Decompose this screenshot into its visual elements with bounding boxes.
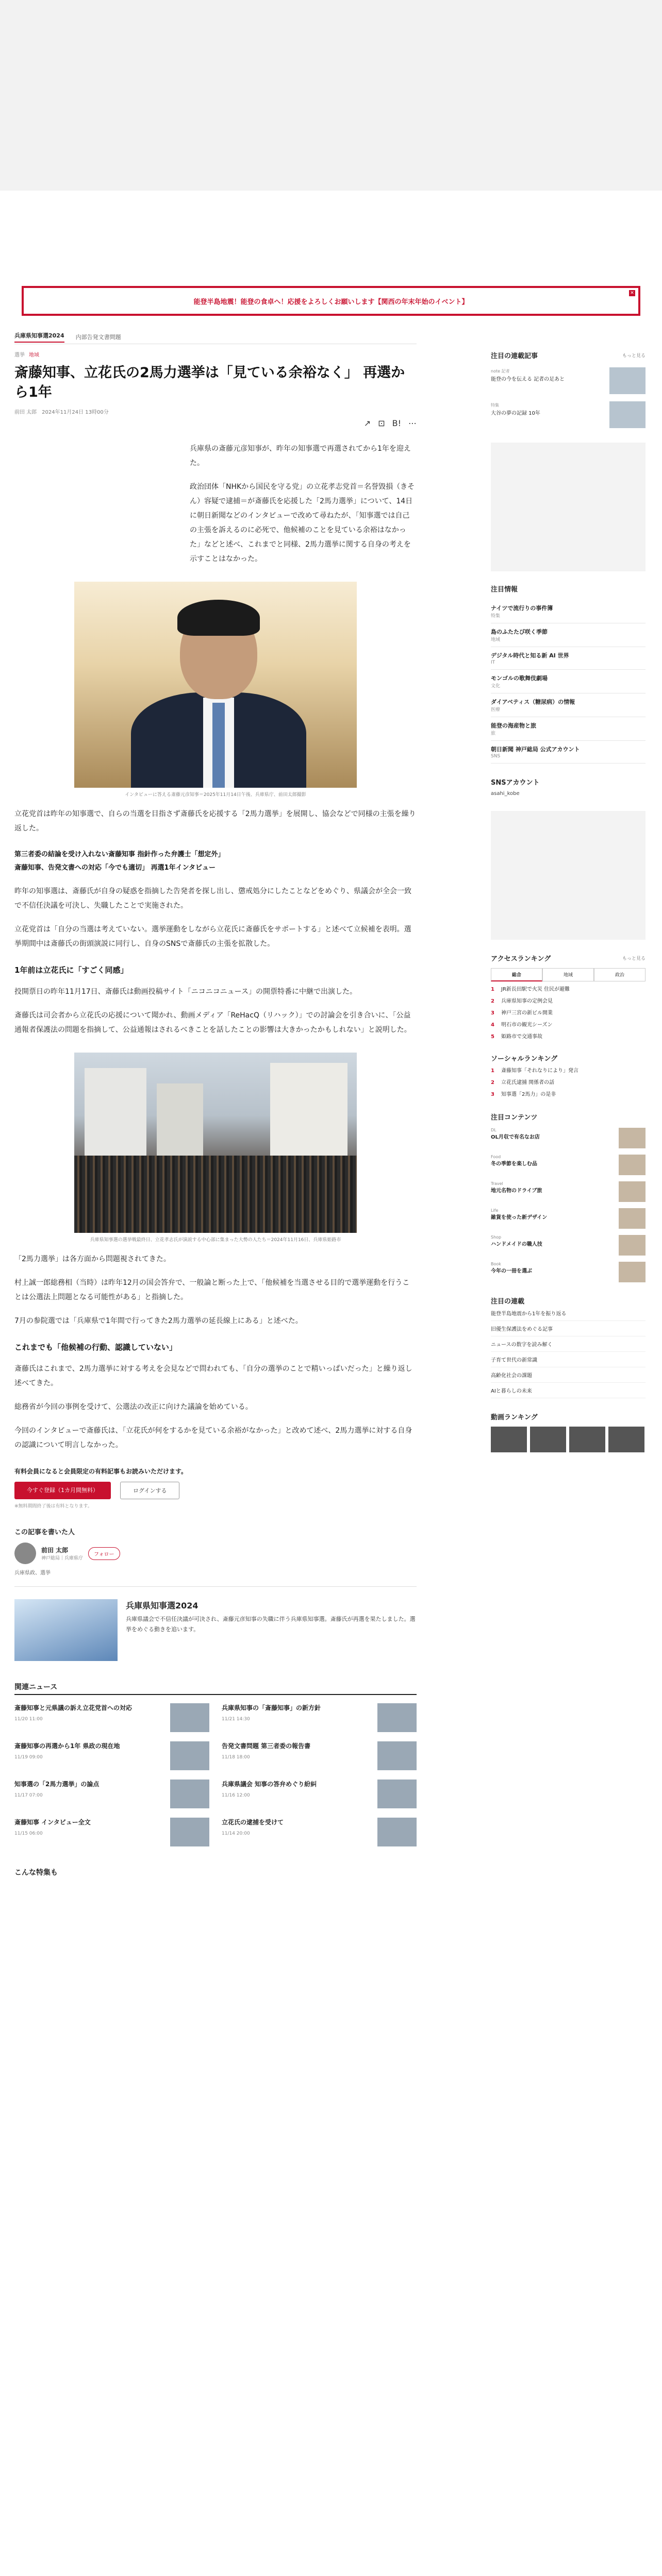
divider [14,1586,417,1587]
content-title: 冬の季節を楽しむ品 [491,1161,537,1167]
list-item[interactable] [491,600,646,623]
article-title: 斎藤知事、立花氏の2馬力選挙は「見ている余裕なく」 再選から1年 [14,365,405,400]
rank-title: 立花氏逮捕 関係者の話 [501,1080,555,1086]
crumb-2[interactable]: 地域 [29,352,39,358]
item-thumb [609,367,646,394]
paragraph: 今回のインタビューで斎藤氏は、「立花氏が何をするかを見ている余裕がなかった」と改めて述べ、2馬力選挙に対する自身の認識について明言しなかった。 [14,1427,412,1449]
video-thumb[interactable] [530,1427,566,1452]
related-date: 11/20 11:00 [14,1717,43,1722]
content-label: Shop [491,1235,502,1240]
related-title: 斎藤知事 インタビュー全文 [14,1819,91,1826]
related-title: 兵庫県知事の「斎藤知事」の新方針 [222,1704,321,1711]
content-item[interactable] [491,1181,646,1202]
related-title: 告発文書問題 第三者委の報告書 [222,1742,311,1750]
rank-title: 姫路市で交通事故 [501,1034,542,1040]
info-heading-label: 注目情報 [491,586,518,594]
rank-title: 神戸三宮の新ビル開業 [501,1010,553,1016]
series-title[interactable]: 兵庫県知事選2024 [126,1601,198,1611]
list-item[interactable] [491,647,646,670]
list-item[interactable] [14,1780,209,1808]
video-heading [491,1412,646,1421]
content-item[interactable] [491,1208,646,1229]
content-title: ハンドメイドの職人技 [491,1242,542,1247]
follow-button[interactable]: フォロー [88,1547,120,1560]
rank-heading [491,953,646,963]
info-list [491,600,646,764]
item-kicker: 特集 [491,403,499,408]
more-link[interactable]: もっと見る [622,956,646,961]
share-tools [14,418,417,428]
content-thumb [619,1155,646,1175]
item-title: デジタル時代と知る新 AI 世界 [491,652,569,659]
lead-text: 兵庫県の斎藤元彦知事が、昨年の知事選で再選されてから1年を迎えた。 [190,445,411,467]
related-thumb [377,1703,417,1732]
related-thumb [377,1780,417,1808]
more-link[interactable]: もっと見る [622,353,646,359]
rank-item[interactable]: 3 神戸三宮の新ビル開業 [491,1010,553,1016]
item-sub: 特集 [491,614,501,619]
paywall-buttons [14,1482,417,1499]
hatena-icon[interactable]: B! [392,418,401,428]
content-item[interactable] [491,1262,646,1282]
author-heading: この記事を書いた人 [14,1529,75,1536]
rank-heading-label: アクセスランキング [491,955,551,963]
list-item[interactable] [491,717,646,741]
list-item[interactable] [222,1741,417,1770]
item-sub: IT [491,660,495,665]
list-item[interactable] [491,367,646,394]
related-date: 11/19 09:00 [14,1755,43,1760]
author-name[interactable]: 前田 太郎 [41,1547,69,1554]
list-item[interactable] [491,741,646,764]
ad-slot[interactable] [491,443,646,571]
item-title: 能登の海産物と旅 [491,722,536,729]
rank-item[interactable]: 5 姫路市で交通事故 [491,1034,542,1040]
content-label: DL [491,1128,496,1132]
trend-heading-label: 注目の連載記事 [491,352,538,360]
content-item[interactable] [491,1235,646,1256]
author-row [14,1543,417,1564]
social-heading [491,1053,646,1063]
item-sub: 旅 [491,731,496,736]
register-button[interactable]: 今すぐ登録（1カ月間無料） [14,1482,111,1499]
nav-current[interactable]: 兵庫県知事選2024 [14,331,64,343]
pickup-item[interactable]: AIと暮らしの未来 [491,1383,646,1398]
contents-heading-label: 注目コンテンツ [491,1114,538,1122]
list-item[interactable] [491,401,646,428]
info-heading [491,584,646,594]
list-item[interactable] [491,693,646,717]
related-thumb [170,1780,209,1808]
sidebar [491,350,646,1452]
sns-account[interactable]: asahi_kobe [491,791,520,796]
content-item[interactable] [491,1128,646,1148]
item-sub: 医療 [491,707,501,713]
related-heading: 関連ニュース [14,1682,417,1695]
item-sub: 文化 [491,684,501,689]
item-title: 能登の今を伝える 記者の足あと [491,377,565,382]
rank-item[interactable]: 1 斎藤知事「それなりにより」発言 [491,1068,578,1074]
content-item[interactable] [491,1155,646,1175]
related-thumb [170,1741,209,1770]
rank-item[interactable]: 1 JR新長田駅で火災 住民が避難 [491,987,570,992]
pickup-item[interactable]: ニュースの数字を読み解く [491,1336,646,1352]
rank-tabs [491,968,646,981]
content-label: Travel [491,1181,503,1186]
series-text: 兵庫県議会で不信任決議が可決され、斎藤元彦知事の失職に伴う兵庫県知事選。斎藤氏が再選を果たしました。選挙をめぐる動きを追います。 [126,1616,416,1633]
item-title: モンゴルの歌舞伎劇場 [491,675,548,682]
bookmark-icon[interactable]: ⊡ [378,418,385,428]
item-title: ダイアベティス（糖尿病）の情報 [491,699,575,705]
video-thumb[interactable] [569,1427,605,1452]
rank-title: 兵庫県知事の定例会見 [501,998,553,1004]
video-heading-label: 動画ランキング [491,1414,538,1421]
pickup-item[interactable]: 旧優生保護法をめぐる記事 [491,1321,646,1336]
rank-item[interactable]: 3 知事選「2馬力」の是非 [491,1092,556,1097]
item-title: ナイツで流行りの事件簿 [491,605,553,612]
content-thumb [619,1181,646,1202]
paywall-note: ※無料期間終了後は有料となります。 [14,1504,92,1509]
related-link-2[interactable]: 斎藤知事、告発文書への対応「今でも適切」 再選1年インタビュー [14,864,216,872]
list-item[interactable] [491,670,646,693]
video-thumb[interactable] [491,1427,527,1452]
content-title: 雑貨を使った新デザイン [491,1215,548,1221]
content-label: Life [491,1208,499,1213]
rank-title: 知事選「2馬力」の是非 [501,1092,556,1097]
pickup-heading-label: 注目の連載 [491,1298,525,1306]
paragraph: 「2馬力選挙」は各方面から問題視されてきた。 [14,1255,171,1263]
author-role: 神戸総局｜兵庫県庁 [41,1556,84,1561]
trend-heading [491,350,646,360]
article-meta: 前田 太郎 2024年11月24日 13時00分 [14,410,109,415]
tab-rank-all[interactable]: 総合 [491,968,542,981]
content-thumb [619,1235,646,1256]
login-button[interactable]: ログインする [120,1482,179,1499]
item-thumb [609,401,646,428]
tab-rank-politics[interactable]: 政治 [594,968,646,981]
item-sub: SNS [491,754,501,759]
top-gray-area [0,0,662,191]
pickup-item[interactable]: 高齢化社会の課題 [491,1367,646,1383]
paragraph: 立花党首は昨年の知事選で、自らの当選を目指さず斎藤氏を応援する「2馬力選挙」を展開し、協会などで同様の主張を繰り返した。 [14,810,416,833]
related-date: 11/21 14:30 [222,1717,250,1722]
author-section [14,1527,417,1576]
related-title: 知事選の「2馬力選挙」の論点 [14,1781,100,1788]
paragraph: 村上誠一郎総務相（当時）は昨年12月の国会答弁で、一般論と断った上で、「他候補を当選させる目的で選挙運動を行うことは公選法上問題となる可能性がある」と指摘した。 [14,1279,410,1301]
content-title: OL月収で有名なお店 [491,1134,540,1140]
paragraph: 昨年の知事選は、斎藤氏が自身の疑惑を指摘した告発者を探し出し、懲戒処分にしたことなどをめぐり、県議会が全会一致で不信任決議を可決し、失職したことで実施された。 [14,887,411,910]
list-item[interactable] [222,1780,417,1808]
item-title: 朝日新聞 神戸総局 公式アカウント [491,746,580,753]
related-list [14,1703,417,1846]
related-date: 11/15 06:00 [14,1831,43,1836]
paragraph: 斎藤氏はこれまで、2馬力選挙に対する考えを会見などで問われても、「自分の選挙のことで精いっぱいだった」と繰り返し述べてきた。 [14,1365,412,1387]
paragraph: 政治団体「NHKから国民を守る党」の立花孝志党首＝名誉毀損（きそん）容疑で逮捕＝が斎藤氏を応援した「2馬力選挙」について、14日に朝日新聞などのインタビューで改めて尋ねたが、「知事選では自己の主張を訴えるのに必死で、他候補のことを見ている余裕はなかった」などと述べ、これまでと同様、2馬力選挙に関する自身の考えを示すことはなかった。 [190,483,415,563]
related-title: 斎藤知事の再選から1年 県政の現在地 [14,1742,120,1750]
item-title: 大谷の夢の記録 10年 [491,411,540,416]
campaign-banner[interactable] [22,286,640,316]
rank-title: 斎藤知事「それなりにより」発言 [501,1068,578,1074]
list-item[interactable] [491,623,646,647]
related-thumb [377,1818,417,1846]
close-icon[interactable]: ✕ [629,290,635,296]
banner-text: 能登半島地震！能登の食卓へ！応援をよろしくお願いします【関西の年末年始のイベント】 [193,298,469,306]
related-date: 11/16 12:00 [222,1793,250,1798]
rank-title: 明石市の観光シーズン [501,1022,553,1028]
video-row [491,1427,646,1452]
related-thumb [377,1741,417,1770]
list-item[interactable] [14,1741,209,1770]
list-item[interactable] [14,1703,209,1732]
content-label: Food [491,1155,501,1159]
related-links [14,848,417,875]
content-title: 今年の一冊を選ぶ [491,1268,532,1274]
author-tags: 兵庫県政、選挙 [14,1570,51,1576]
paywall-label: 有料会員になると会員限定の有料記事もお読みいただけます。 [14,1468,188,1475]
video-thumb[interactable] [608,1427,644,1452]
photo-caption: インタビューに答える斎藤元彦知事＝2025年11月14日午後、兵庫県庁、前田太郎撮影 [125,792,306,798]
photo-caption: 兵庫県知事選の選挙戦最終日、立花孝志氏が演説する中心部に集まった大勢の人たち＝2024年11月16日、兵庫県姫路市 [90,1238,341,1243]
related-thumb [170,1818,209,1846]
paragraph: 総務省が今回の事例を受けて、公選法の改正に向けた議論を始めている。 [14,1403,253,1411]
content-thumb [619,1208,646,1229]
item-title: 島のふたたび咲く季節 [491,629,548,635]
avatar[interactable] [14,1543,36,1564]
item-sub: 地域 [491,637,501,642]
paragraph: 斎藤氏は司会者から立花氏の応援について聞かれ、動画メディア「ReHacQ（リハック）」での討論会を引き合いに、「公益通報者保護法の問題を指摘して、公益通報はされるべきことを話したことの影響は大きかったかもしれない」と説明した。 [14,1011,411,1034]
share-icon[interactable]: ↗ [363,418,371,428]
breadcrumb [14,350,417,358]
crumb-1[interactable]: 選挙 [14,352,25,358]
sns-heading-label: SNSアカウント [491,779,540,787]
ad-slot[interactable] [491,811,646,940]
related-date: 11/18 18:00 [222,1755,250,1760]
related-title: 立花氏の逮捕を受けて [222,1819,284,1826]
feature-heading: こんな特集も [14,1869,58,1877]
pickup-heading [491,1296,646,1306]
crowd-photo [74,1053,357,1233]
paragraph: 投開票日の昨年11月17日、斎藤氏は動画投稿サイト「ニコニコニュース」の開票特番に中継で出演した。 [14,988,357,996]
list-item[interactable] [14,1818,209,1846]
related-date: 11/14 20:00 [222,1831,250,1836]
related-title: 斎藤知事と元県議の訴え立花党首への対応 [14,1704,133,1711]
section-heading: 1年前は立花氏に「すごく同感」 [14,965,128,975]
content-label: Book [491,1262,501,1266]
section-nav [14,330,417,344]
rank-item[interactable]: 4 明石市の観光シーズン [491,1022,553,1028]
item-kicker: note 記者 [491,369,510,374]
paragraph: 7月の参院選では「兵庫県で1年間で行ってきた2馬力選挙の延長線上にある」と述べた。 [14,1317,303,1325]
sns-heading [491,777,646,787]
related-link-1[interactable]: 第三者委の結論を受け入れない斎藤知事 指針作った弁護士「想定外」 [14,851,225,858]
content-thumb [619,1262,646,1282]
series-box[interactable] [14,1599,417,1661]
series-image [14,1599,118,1661]
more-icon[interactable]: ⋯ [408,418,417,428]
rank-title: JR新長田駅で火災 住民が避難 [501,987,570,992]
tab-rank-local[interactable]: 地域 [542,968,594,981]
content-thumb [619,1128,646,1148]
pickup-item[interactable]: 子育て世代の新常識 [491,1352,646,1367]
section-heading: これまでも「他候補の行動、認識していない」 [14,1343,177,1352]
list-item[interactable] [222,1818,417,1846]
rank-item[interactable]: 2 立花氏逮捕 関係者の話 [491,1080,555,1086]
paragraph: 立花党首は「自分の当選は考えていない。選挙運動をしながら立花氏に斎藤氏をサポートする」と述べて立候補を表明。選挙期間中は斎藤氏の街頭演説に同行し、自身のSNSで斎藤氏の主張を拡散した。 [14,925,411,948]
list-item[interactable] [222,1703,417,1732]
main-article [14,350,417,1877]
related-title: 兵庫県議会 知事の答弁めぐり紛糾 [222,1781,317,1788]
article-photo [74,582,357,788]
content-title: 地元名物のドライブ旅 [491,1188,542,1194]
related-date: 11/17 07:00 [14,1793,43,1798]
social-heading-label: ソーシャルランキング [491,1055,558,1063]
rank-item[interactable]: 2 兵庫県知事の定例会見 [491,998,553,1004]
pickup-item[interactable]: 能登半島地震から1年を振り返る [491,1306,646,1321]
related-thumb [170,1703,209,1732]
nav-item-1[interactable]: 内部告発文書問題 [75,333,121,341]
contents-heading [491,1112,646,1122]
